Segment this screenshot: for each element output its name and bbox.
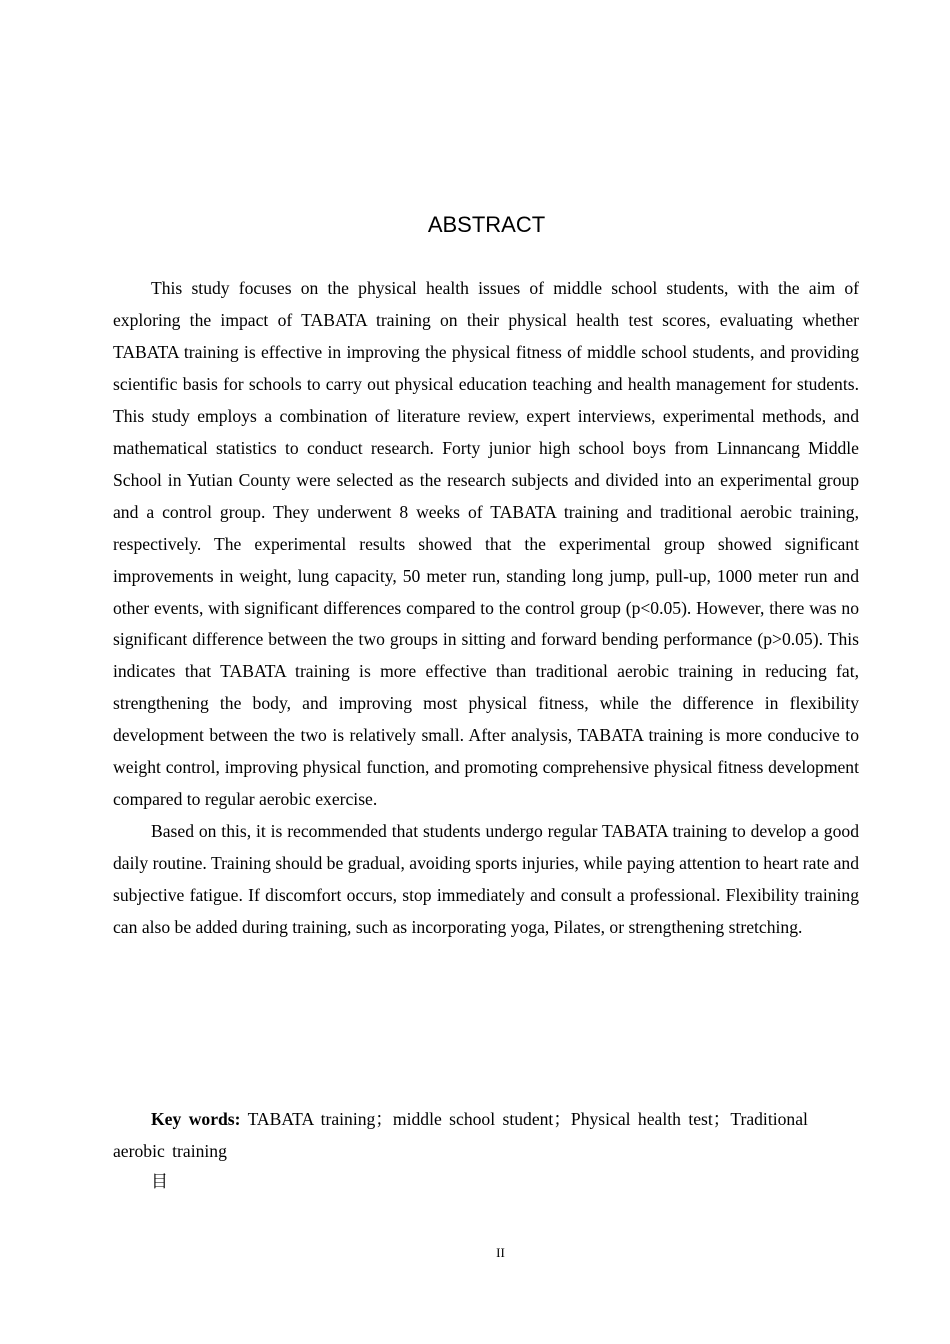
abstract-body [113, 273, 859, 944]
keywords-label: Key words: [151, 1109, 241, 1129]
abstract-title: ABSTRACT [427, 212, 546, 237]
keywords-text: TABATA training；middle school student；Physical health test；Traditional aerobic training [113, 1109, 808, 1161]
abstract-paragraph-1: This study focuses on the physical health issues of middle school students, with the aim of exploring the impact of TABATA training on their physical health test scores, evaluating whether TABATA training is effective in improving the physical fitness of middle school students, and providing scientific basis for schools to carry out physical education teaching and health management for students. This study employs a combination of literature review, expert interviews, experimental methods, and mathematical statistics to conduct research. Forty junior high school boys from Linnancang Middle School in Yutian County were selected as the research subjects and divided into an experimental group and a control group. They underwent 8 weeks of TABATA training and traditional aerobic training, respectively. The experimental results showed that the experimental group showed significant improvements in weight, lung capacity, 50 meter run, standing long jump, pull-up, 1000 meter run and other events, with significant differences compared to the control group (p<0.05). However, there was no significant difference between the two groups in sitting and forward bending performance (p>0.05). This indicates that TABATA training is more effective than traditional aerobic training in reducing fat, strengthening the body, and improving most physical fitness, while the difference in flexibility development between the two is relatively small. After analysis, TABATA training is more conducive to weight control, improving physical function, and promoting comprehensive physical fitness development compared to regular aerobic exercise. [113, 278, 859, 810]
toc-heading-fragment: 目 [151, 1172, 168, 1192]
page-number: II [496, 1245, 505, 1260]
abstract-paragraph-2: Based on this, it is recommended that students undergo regular TABATA training to develop a good daily routine. Training should be gradual, avoiding sports injuries, while paying attention to heart rate and subjective fatigue. If discomfort occurs, stop immediately and consult a professional. Flexibility training can also be added during training, such as incorporating yoga, Pilates, or strengthening stretching. [113, 821, 859, 938]
keywords-line [113, 1104, 859, 1167]
